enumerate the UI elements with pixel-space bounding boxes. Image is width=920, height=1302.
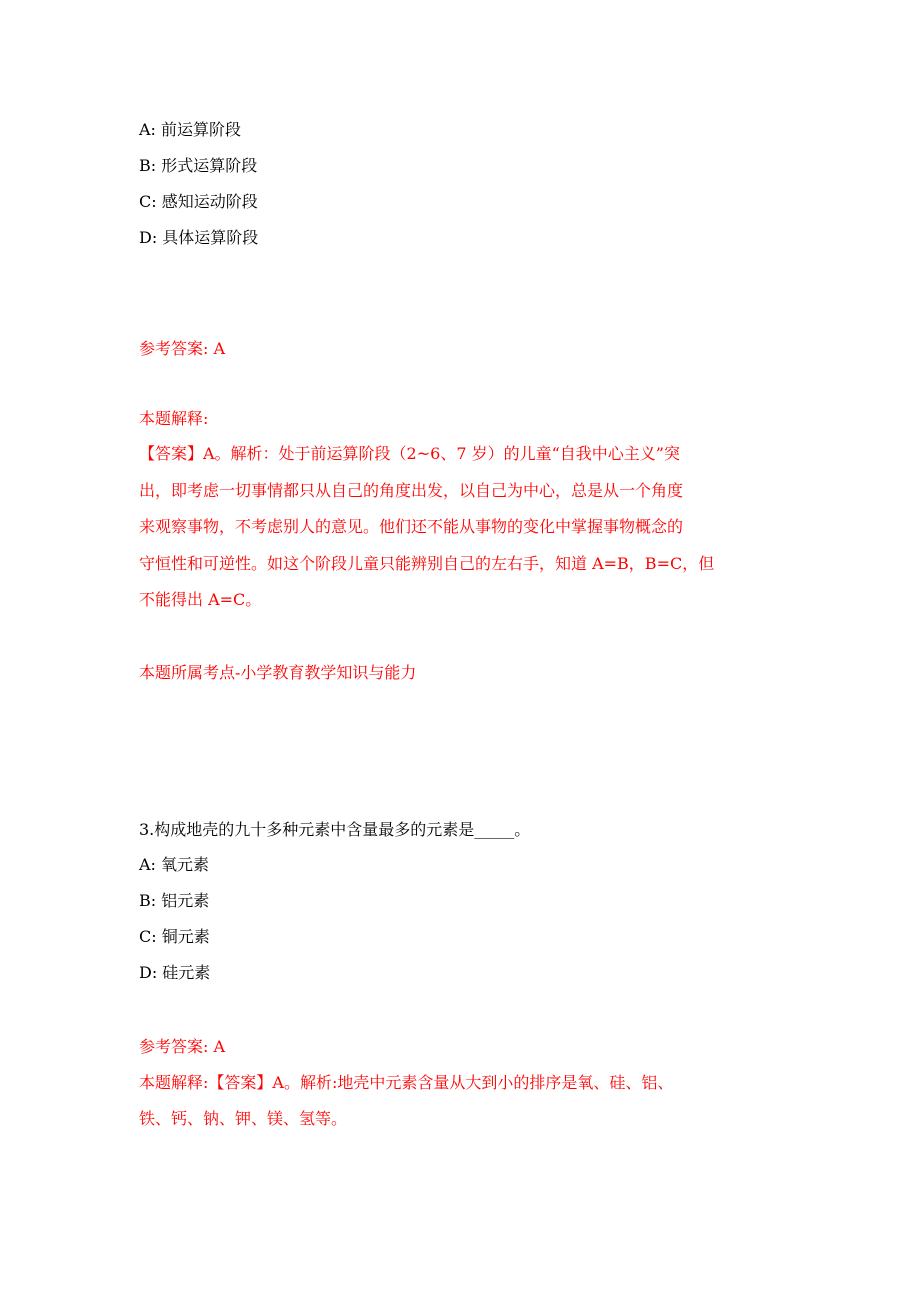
q3-option-c: C: 铜元素 <box>139 927 210 946</box>
q2-topic: 本题所属考点-小学教育教学知识与能力 <box>139 663 417 682</box>
q3-option-d: D: 硅元素 <box>139 963 211 982</box>
q2-answer: 参考答案: A <box>139 339 226 358</box>
q2-explanation <box>139 436 784 619</box>
q3-option-a: A: 氧元素 <box>139 855 210 874</box>
q2-option-b: B: 形式运算阶段 <box>139 156 258 175</box>
q3-answer: 参考答案: A <box>139 1037 226 1056</box>
q2-explanation-line: 守恒性和可逆性。如这个阶段儿童只能辨别自己的左右手，知道 A=B，B=C，但 <box>139 553 715 573</box>
q2-option-a: A: 前运算阶段 <box>139 120 242 139</box>
q2-option-c: C: 感知运动阶段 <box>139 192 258 211</box>
q2-explanation-line: 不能得出 A=C。 <box>139 590 262 609</box>
q3-explanation-line: 本题解释:【答案】A。解析:地壳中元素含量从大到小的排序是氧、硅、铝、 <box>139 1073 674 1092</box>
q2-explanation-line: 【答案】A。解析：处于前运算阶段（2~6、7 岁）的儿童“自我中心主义”突 <box>139 444 680 463</box>
q2-explanation-title: 本题解释: <box>139 409 209 428</box>
q3-option-b: B: 铝元素 <box>139 891 210 910</box>
q2-option-d: D: 具体运算阶段 <box>139 228 259 247</box>
q3-explanation-line: 铁、钙、钠、钾、镁、氢等。 <box>139 1109 348 1128</box>
q2-explanation-line: 来观察事物，不考虑别人的意见。他们还不能从事物的变化中掌握事物概念的 <box>139 517 684 536</box>
q3-question: 3.构成地壳的九十多种元素中含量最多的元素是_____。 <box>139 820 531 839</box>
q2-explanation-line: 出，即考虑一切事情都只从自己的角度出发，以自己为中心，总是从一个角度 <box>139 480 684 500</box>
